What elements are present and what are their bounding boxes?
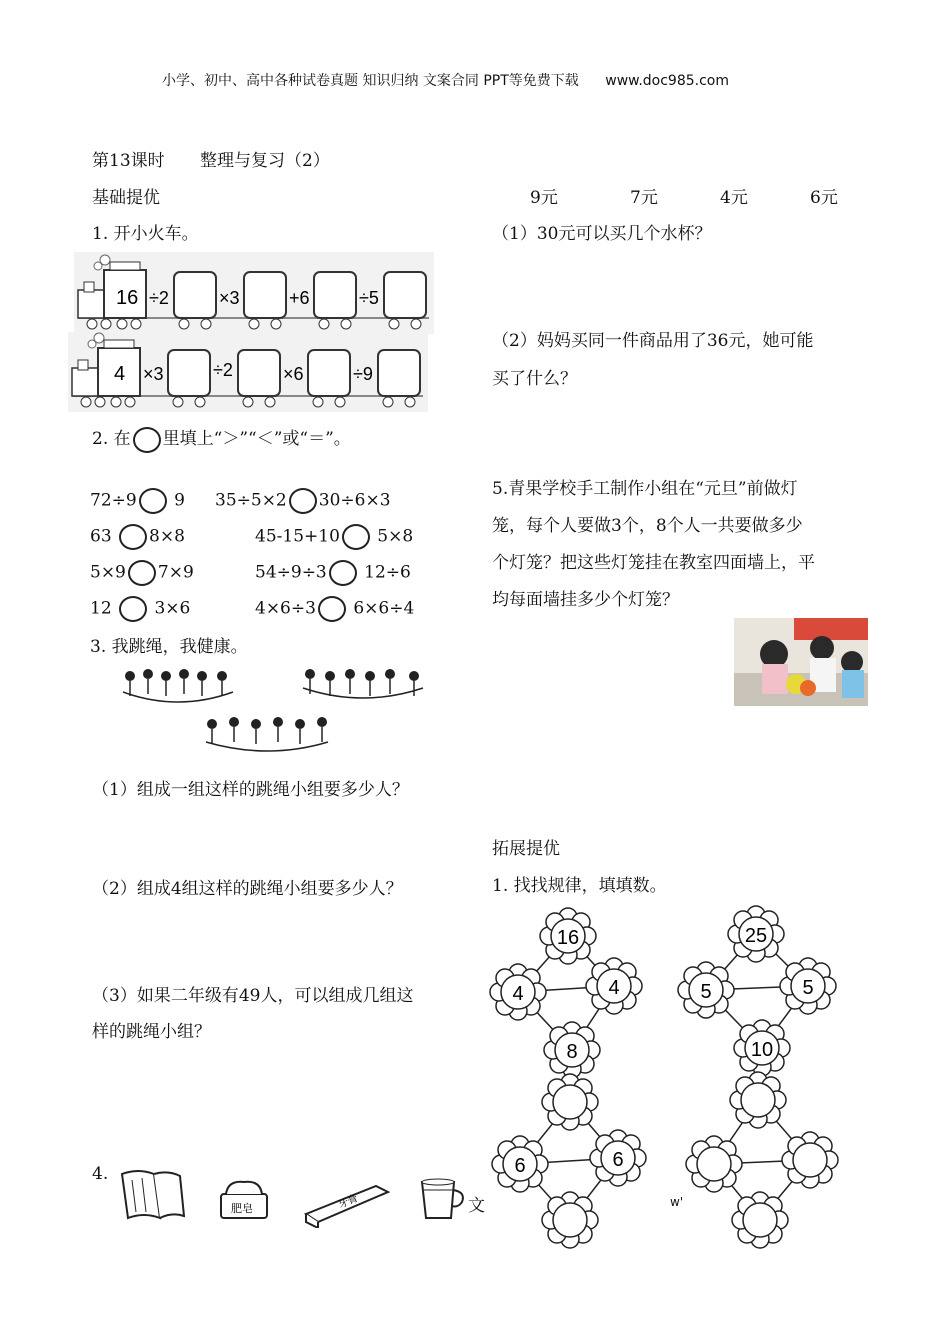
compare-row: 12 3×6 4×6÷3 6×6÷4 (90, 596, 414, 622)
q1-text: 1. 开小火车。 (92, 224, 199, 244)
q3-1: （1）组成一组这样的跳绳小组要多少人？ (92, 780, 409, 800)
q3-3b: 样的跳绳小组？ (92, 1022, 211, 1042)
train-1 (74, 252, 434, 334)
q4-label: 4. (92, 1164, 109, 1184)
lantern-photo (734, 618, 868, 706)
q4-tail2: w' (670, 1195, 684, 1209)
flower-number: 6 (514, 1155, 526, 1177)
header-site[interactable]: www.doc985.com (605, 73, 729, 89)
answer-circle[interactable] (139, 488, 167, 514)
answer-circle[interactable] (329, 560, 357, 586)
lesson-title: 第13课时 整理与复习（2） (92, 151, 330, 171)
train1-op: ÷2 (149, 288, 169, 308)
answer-circle[interactable] (119, 524, 147, 550)
toothpaste-icon (302, 1172, 392, 1228)
flower-number: 8 (566, 1041, 578, 1063)
compare-row: 63 8×8 45-15+10 5×8 (90, 524, 413, 550)
q4-2b: 买了什么？ (492, 369, 577, 389)
train2-op: ×6 (283, 364, 304, 384)
train1-op: ÷5 (359, 288, 379, 308)
train2-op: ÷2 (213, 360, 233, 380)
train2-start: 4 (114, 363, 126, 385)
q4-2a: （2）妈妈买同一件商品用了36元，她可能 (492, 331, 814, 351)
section-basic: 基础提优 (92, 188, 160, 208)
compare-row: 72÷9 9 35÷5×2 30÷6×3 (90, 488, 391, 514)
soap-icon (218, 1176, 270, 1220)
flower-number: 4 (512, 983, 524, 1005)
q4-tail: 文 (468, 1196, 485, 1216)
train2-op: ÷9 (353, 364, 373, 384)
rope-skipping-illustration (118, 664, 438, 762)
flower-number: 25 (744, 925, 768, 947)
header-text: 小学、初中、高中各种试卷真题 知识归纳 文案合同 PPT等免费下载 (162, 73, 579, 89)
page-header (162, 70, 729, 90)
q3-2: （2）组成4组这样的跳绳小组要多少人？ (92, 879, 403, 899)
q4-1: （1）30元可以买几个水杯？ (492, 224, 712, 244)
q3-text: 3. 我跳绳，我健康。 (90, 637, 248, 657)
flower-puzzles (488, 902, 848, 1250)
section-extension: 拓展提优 (492, 839, 560, 859)
prices-row: 9元 7元 4元 6元 (530, 188, 838, 208)
answer-circle[interactable] (128, 560, 156, 586)
train2-op: ×3 (143, 364, 164, 384)
q5-text: 5.青果学校手工制作小组在“元旦”前做灯 笼，每个人要做3个，8个人一共要做多少 个灯笼？把这些灯笼挂在教室四面墙上，平 均每面墙挂多少个灯笼？ (492, 479, 815, 610)
answer-circle[interactable] (342, 524, 370, 550)
toothpaste-label: 牙膏 (337, 1193, 360, 1211)
compare-row: 5×9 7×9 54÷9÷3 12÷6 (90, 560, 411, 586)
flower-number: 6 (612, 1149, 624, 1171)
ext1-text: 1. 找找规律，填填数。 (492, 876, 667, 896)
answer-circle[interactable] (119, 596, 147, 622)
train1-start: 16 (116, 287, 139, 309)
answer-circle[interactable] (133, 427, 161, 453)
flower-number: 5 (700, 981, 712, 1003)
flower-number: 4 (608, 977, 620, 999)
q3-3a: （3）如果二年级有49人，可以组成几组这 (92, 986, 414, 1006)
cup-icon (418, 1176, 468, 1222)
flower-number: 16 (556, 927, 580, 949)
answer-circle[interactable] (318, 596, 346, 622)
flower-number: 10 (750, 1039, 774, 1061)
train1-op: ×3 (219, 288, 240, 308)
train-2 (68, 332, 428, 412)
answer-circle[interactable] (289, 488, 317, 514)
flower-number: 5 (802, 977, 814, 999)
q2-text: 2. 在 里填上“＞”“＜”或“＝”。 (92, 424, 351, 453)
train1-op: +6 (289, 288, 310, 308)
towel-icon (118, 1166, 188, 1224)
soap-label: 肥皂 (231, 1202, 253, 1215)
